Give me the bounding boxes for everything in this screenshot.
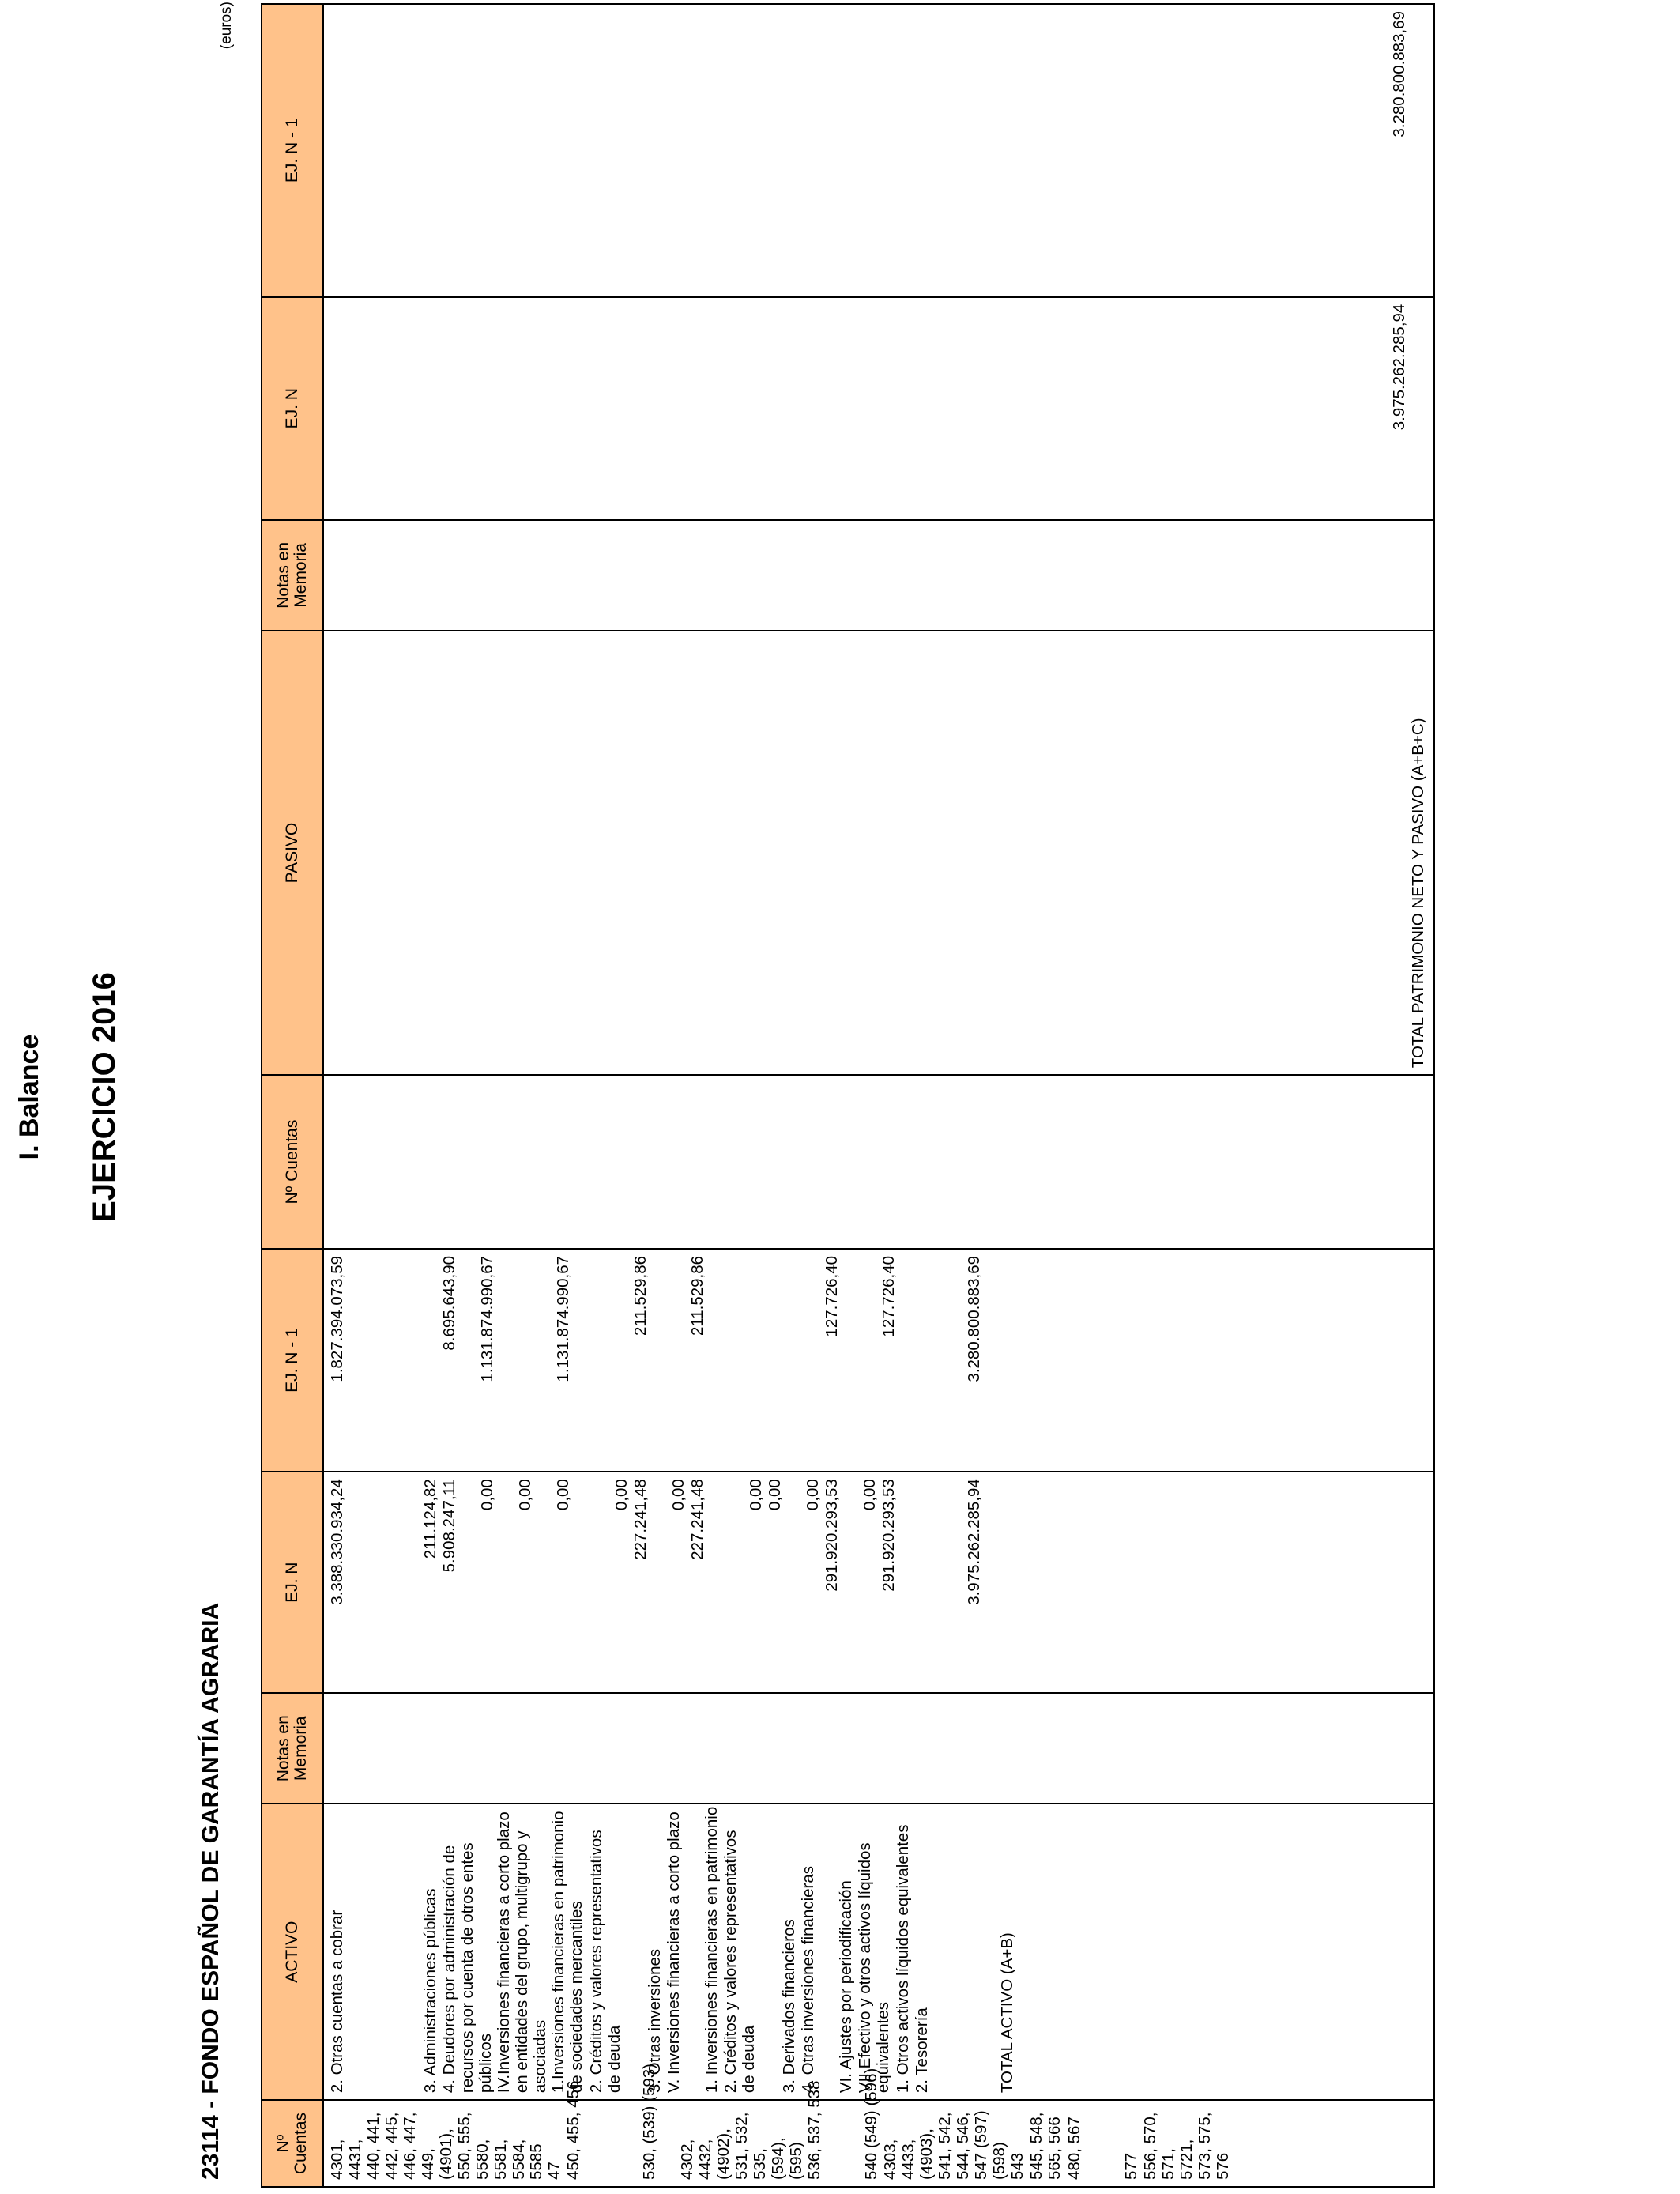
- cuentas-column: [323, 2063, 1434, 2187]
- activo-column: [323, 1804, 1434, 2100]
- activo-label: 1. Otros activos líquidos equivalentes: [893, 1824, 912, 2094]
- col-header-ej-n: EJ. N: [262, 1472, 323, 1693]
- ej-n1-value: [422, 1256, 441, 1465]
- activo-label: 4. Deudores por administración de recursos por cuenta de otros entes públicos: [440, 1842, 495, 2094]
- activo-label: 4. Otras inversiones financieras: [798, 1865, 817, 2094]
- activo-label: 2. Créditos y valores representativos de deuda: [721, 1830, 758, 2094]
- total-pasivo-ej-n: 3.975.262.285,94: [1390, 303, 1408, 431]
- cuentas-cell: 543: [1008, 2152, 1026, 2180]
- cuentas-cell: 4301, 4431, 440, 441, 442, 445, 446, 447, 449, (4901), 550, 555, 5580, 5581, 5584, 5585: [328, 2112, 546, 2180]
- ej-n-value: 3.388.330.934,24: [328, 1479, 346, 1605]
- ej-n1-value: [613, 1256, 632, 1465]
- col-header-notas: Notas en Memoria: [262, 1693, 323, 1804]
- ej-n-column: [323, 1472, 1434, 1693]
- ej-n-value: 0,00: [804, 1479, 822, 1511]
- ej-n-value: 0,00: [766, 1479, 784, 1511]
- cuentas-cell: 540 (549) (596): [862, 2068, 881, 2180]
- cuentas-cell: [825, 2107, 863, 2180]
- ej-n1-value: 8.695.643,90: [440, 1255, 458, 1351]
- activo-label: 1. Inversiones financieras en patrimonio: [702, 1806, 721, 2094]
- activo-label: 3. Administraciones públicas: [421, 1888, 439, 2094]
- ej-n-value: 0,00: [612, 1479, 631, 1511]
- total-activo-label: TOTAL ACTIVO (A+B): [997, 1932, 1016, 2094]
- exercise-title: EJERCICIO 2016: [87, 972, 122, 1222]
- ej-n-pasivo-column: [323, 297, 1434, 520]
- ej-n1-value: 1.131.874.990,67: [554, 1255, 572, 1382]
- total-pasivo-ej-n1: 3.280.800.883,69: [1390, 11, 1408, 138]
- ej-n1-value: [804, 1256, 823, 1465]
- cuentas-cell: 545, 548, 565, 566: [1026, 2112, 1064, 2180]
- activo-label: 2. Créditos y valores representativos de deuda: [586, 1830, 623, 2094]
- activo-label: 1.Inversiones financieras en patrimonio de sociedades mercantiles: [548, 1811, 586, 2094]
- ej-n-value: 5.908.247,11: [440, 1479, 458, 1573]
- ej-n-value: 0,00: [669, 1479, 687, 1511]
- notas-column: [323, 1693, 1434, 1804]
- ej-n1-value: [670, 1256, 689, 1465]
- total-activo-ej-n: 3.975.262.285,94: [965, 1479, 983, 1605]
- cuentas-cell: 530, (539) (593): [640, 2063, 659, 2180]
- ej-n1-value: 127.726,40: [823, 1255, 841, 1337]
- ej-n-value: 0,00: [747, 1479, 765, 1511]
- cuentas-cell: 47: [545, 2162, 564, 2180]
- col-header-ej-n-pasivo: EJ. N: [262, 297, 323, 520]
- section-title: I. Balance: [14, 1034, 44, 1160]
- ej-n1-value: 127.726,40: [880, 1255, 898, 1337]
- ej-n1-pasivo-column: [323, 4, 1434, 297]
- total-activo-ej-n1: 3.280.800.883,69: [965, 1255, 983, 1382]
- activo-label: 3. Derivados financieros: [779, 1919, 798, 2094]
- col-header-cuentas-pasivo: Nº Cuentas: [262, 1075, 323, 1249]
- ej-n1-value: 1.827.394.073,59: [328, 1255, 346, 1382]
- activo-label: 3. Otras inversiones: [645, 1948, 664, 2094]
- cuentas-pasivo-column: [323, 1075, 1434, 1249]
- ej-n1-column: [323, 1249, 1434, 1472]
- cuentas-cell: 450, 455, 456: [564, 2080, 583, 2180]
- col-header-ej-n1-pasivo: EJ. N - 1: [262, 4, 323, 297]
- activo-label: 2. Tesorería: [912, 2007, 931, 2094]
- activo-label: VII.Efectivo y otros activos líquidos equivalentes: [855, 1842, 892, 2094]
- ej-n1-value: 1.131.874.990,67: [478, 1255, 496, 1382]
- ej-n1-value: [861, 1256, 880, 1465]
- ej-n-value: 0,00: [554, 1479, 572, 1511]
- balance-table: [261, 3, 1435, 2188]
- currency-note: (euros): [218, 2, 235, 50]
- ej-n-value: 211.124,82: [421, 1479, 439, 1559]
- cuentas-cell: [603, 2107, 641, 2180]
- cuentas-cell: [1085, 2107, 1123, 2180]
- activo-label: VI. Ajustes por periodificación: [836, 1880, 855, 2094]
- cuentas-cell: 556, 570, 571, 5721, 573, 575, 576: [1140, 2112, 1232, 2180]
- table-body-row: [323, 4, 1434, 2187]
- activo-label: 2. Otras cuentas a cobrar: [328, 1909, 346, 2094]
- ej-n-value: 0,00: [516, 1479, 534, 1511]
- col-header-notas-pasivo: Notas en Memoria: [262, 520, 323, 631]
- notas-pasivo-column: [323, 520, 1434, 631]
- ej-n-value: 0,00: [478, 1479, 496, 1511]
- col-header-cuentas: Nº Cuentas: [262, 2100, 323, 2187]
- cuentas-cell: 577: [1121, 2152, 1140, 2180]
- cuentas-cell: 480, 567: [1064, 2117, 1083, 2180]
- ej-n1-value: [767, 1256, 804, 1465]
- activo-label: V. Inversiones financieras a corto plazo: [664, 1811, 683, 2094]
- ej-n-value: 291.920.293,53: [880, 1479, 898, 1592]
- ej-n1-value: [748, 1256, 767, 1465]
- ej-n1-value: 211.529,86: [688, 1255, 706, 1336]
- col-header-pasivo: PASIVO: [262, 631, 323, 1075]
- cuentas-cell: 4303, 4433, (4903), 541, 542, 544, 546, 547 (597) (598): [881, 2110, 1008, 2180]
- ej-n-value: 227.241,48: [631, 1479, 650, 1560]
- ej-n1-value: [517, 1256, 555, 1465]
- ej-n-value: 0,00: [861, 1479, 879, 1511]
- ej-n-value: 291.920.293,53: [823, 1479, 841, 1592]
- table-header-row: [262, 4, 323, 2187]
- activo-label: IV.Inversiones financieras a corto plazo en entidades del grupo, multigrupo y asociadas: [494, 1811, 549, 2094]
- total-pasivo-label: TOTAL PATRIMONIO NETO Y PASIVO (A+B+C): [1409, 718, 1427, 1069]
- cuentas-cell: 536, 537, 538: [805, 2080, 824, 2180]
- col-header-activo: ACTIVO: [262, 1804, 323, 2100]
- ej-n1-value: 211.529,86: [631, 1255, 650, 1336]
- entity-name: 23114 - FONDO ESPAÑOL DE GARANTÍA AGRARIA: [198, 1602, 224, 2180]
- ej-n-value: 227.241,48: [688, 1479, 706, 1560]
- cuentas-cell: 4302, 4432, (4902), 531, 532, 535, (594), (595): [678, 2112, 806, 2180]
- col-header-ej-n1: EJ. N - 1: [262, 1249, 323, 1472]
- pasivo-column: [323, 631, 1434, 1075]
